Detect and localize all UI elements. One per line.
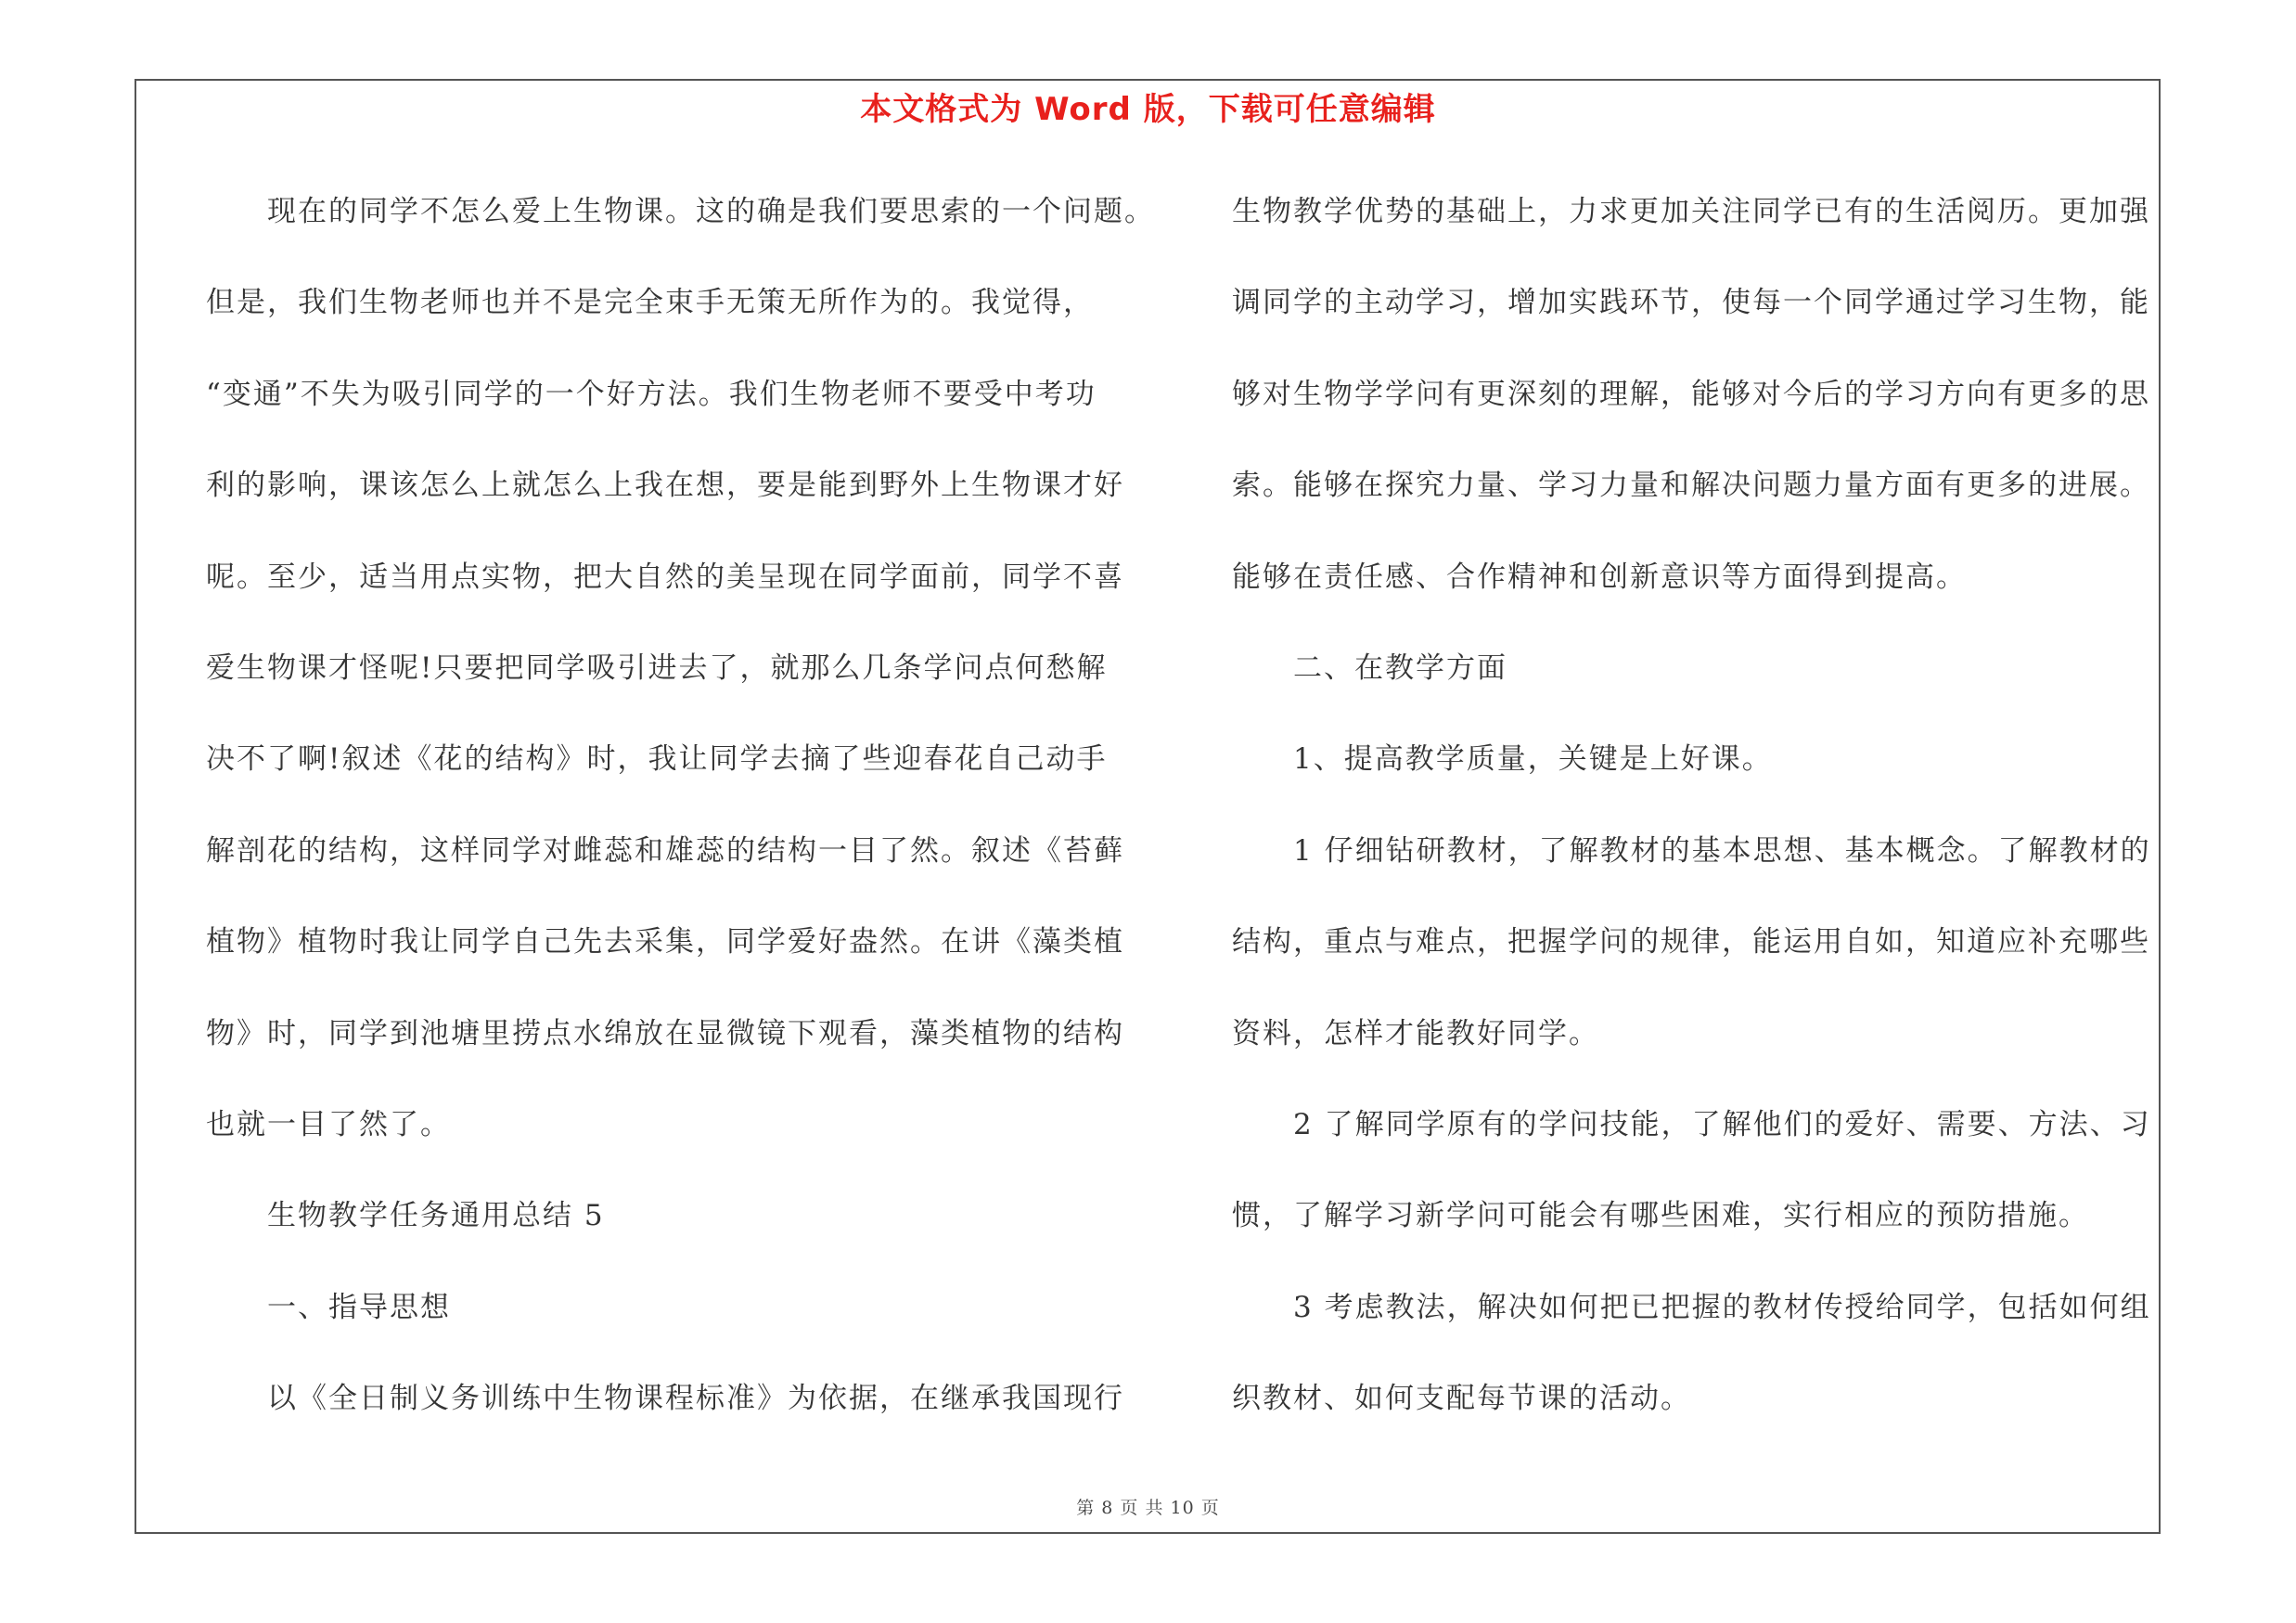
text-line: 也就一目了然了。 bbox=[206, 1107, 451, 1141]
text-line: 以《全日制义务训练中生物课程标准》为依据，在继承我国现行 bbox=[267, 1382, 1124, 1416]
text-line: 资料，怎样才能教好同学。 bbox=[1232, 1016, 1599, 1050]
page-number-footer: 第 8 页 共 10 页 bbox=[1076, 1498, 1220, 1518]
text-line: 利的影响，课该怎么上就怎么上我在想，要是能到野外上生物课才好 bbox=[206, 469, 1124, 503]
text-line: 生物教学任务通用总结 5 bbox=[267, 1199, 605, 1233]
text-line: “变通”不失为吸引同学的一个好方法。我们生物老师不要受中考功 bbox=[206, 377, 1097, 411]
text-line: 3 考虑教法，解决如何把已把握的教材传授给同学，包括如何组 bbox=[1293, 1290, 2151, 1324]
text-line: 结构，重点与难点，把握学问的规律，能运用自如，知道应补充哪些 bbox=[1232, 925, 2150, 960]
text-line: 植物》植物时我让同学自己先去采集，同学爱好盎然。在讲《藻类植 bbox=[206, 925, 1124, 960]
text-line: 1 仔细钻研教材，了解教材的基本思想、基本概念。了解教材的 bbox=[1293, 833, 2151, 868]
right-text-column bbox=[1232, 186, 2169, 1463]
left-text-column bbox=[206, 186, 1155, 1463]
text-line: 现在的同学不怎么爱上生物课。这的确是我们要思索的一个问题。 bbox=[267, 195, 1155, 228]
text-line: 爱生物课才怪呢!只要把同学吸引进去了，就那么几条学问点何愁解 bbox=[206, 650, 1108, 685]
text-line: 呢。至少，适当用点实物，把大自然的美呈现在同学面前，同学不喜 bbox=[206, 560, 1124, 594]
text-line: 解剖花的结构，这样同学对雌蕊和雄蕊的结构一目了然。叙述《苔藓 bbox=[206, 833, 1124, 868]
word-format-banner: 本文格式为 Word 版，下载可任意编辑 bbox=[860, 91, 1436, 128]
text-line: 1、提高教学质量，关键是上好课。 bbox=[1293, 742, 1773, 777]
text-line: 织教材、如何支配每节课的活动。 bbox=[1232, 1382, 1691, 1416]
text-line: 生物教学优势的基础上，力求更加关注同学已有的生活阅历。更加强 bbox=[1232, 195, 2150, 228]
text-line: 够对生物学学问有更深刻的理解，能够对今后的学习方向有更多的思 bbox=[1232, 377, 2150, 411]
text-line: 能够在责任感、合作精神和创新意识等方面得到提高。 bbox=[1232, 560, 1967, 594]
text-line: 物》时，同学到池塘里捞点水绵放在显微镜下观看，藻类植物的结构 bbox=[206, 1016, 1124, 1050]
text-line: 调同学的主动学习，增加实践环节，使每一个同学通过学习生物，能 bbox=[1232, 286, 2150, 320]
text-line: 惯，了解学习新学问可能会有哪些困难，实行相应的预防措施。 bbox=[1232, 1199, 2089, 1233]
text-line: 二、在教学方面 bbox=[1293, 650, 1507, 685]
text-line: 索。能够在探究力量、学习力量和解决问题力量方面有更多的进展。 bbox=[1232, 469, 2150, 503]
text-line: 一、指导思想 bbox=[267, 1290, 451, 1324]
text-line: 2 了解同学原有的学问技能，了解他们的爱好、需要、方法、习 bbox=[1293, 1107, 2151, 1141]
text-line: 决不了啊!叙述《花的结构》时，我让同学去摘了些迎春花自己动手 bbox=[206, 742, 1108, 777]
text-line: 但是，我们生物老师也并不是完全束手无策无所作为的。我觉得， bbox=[206, 286, 1094, 320]
